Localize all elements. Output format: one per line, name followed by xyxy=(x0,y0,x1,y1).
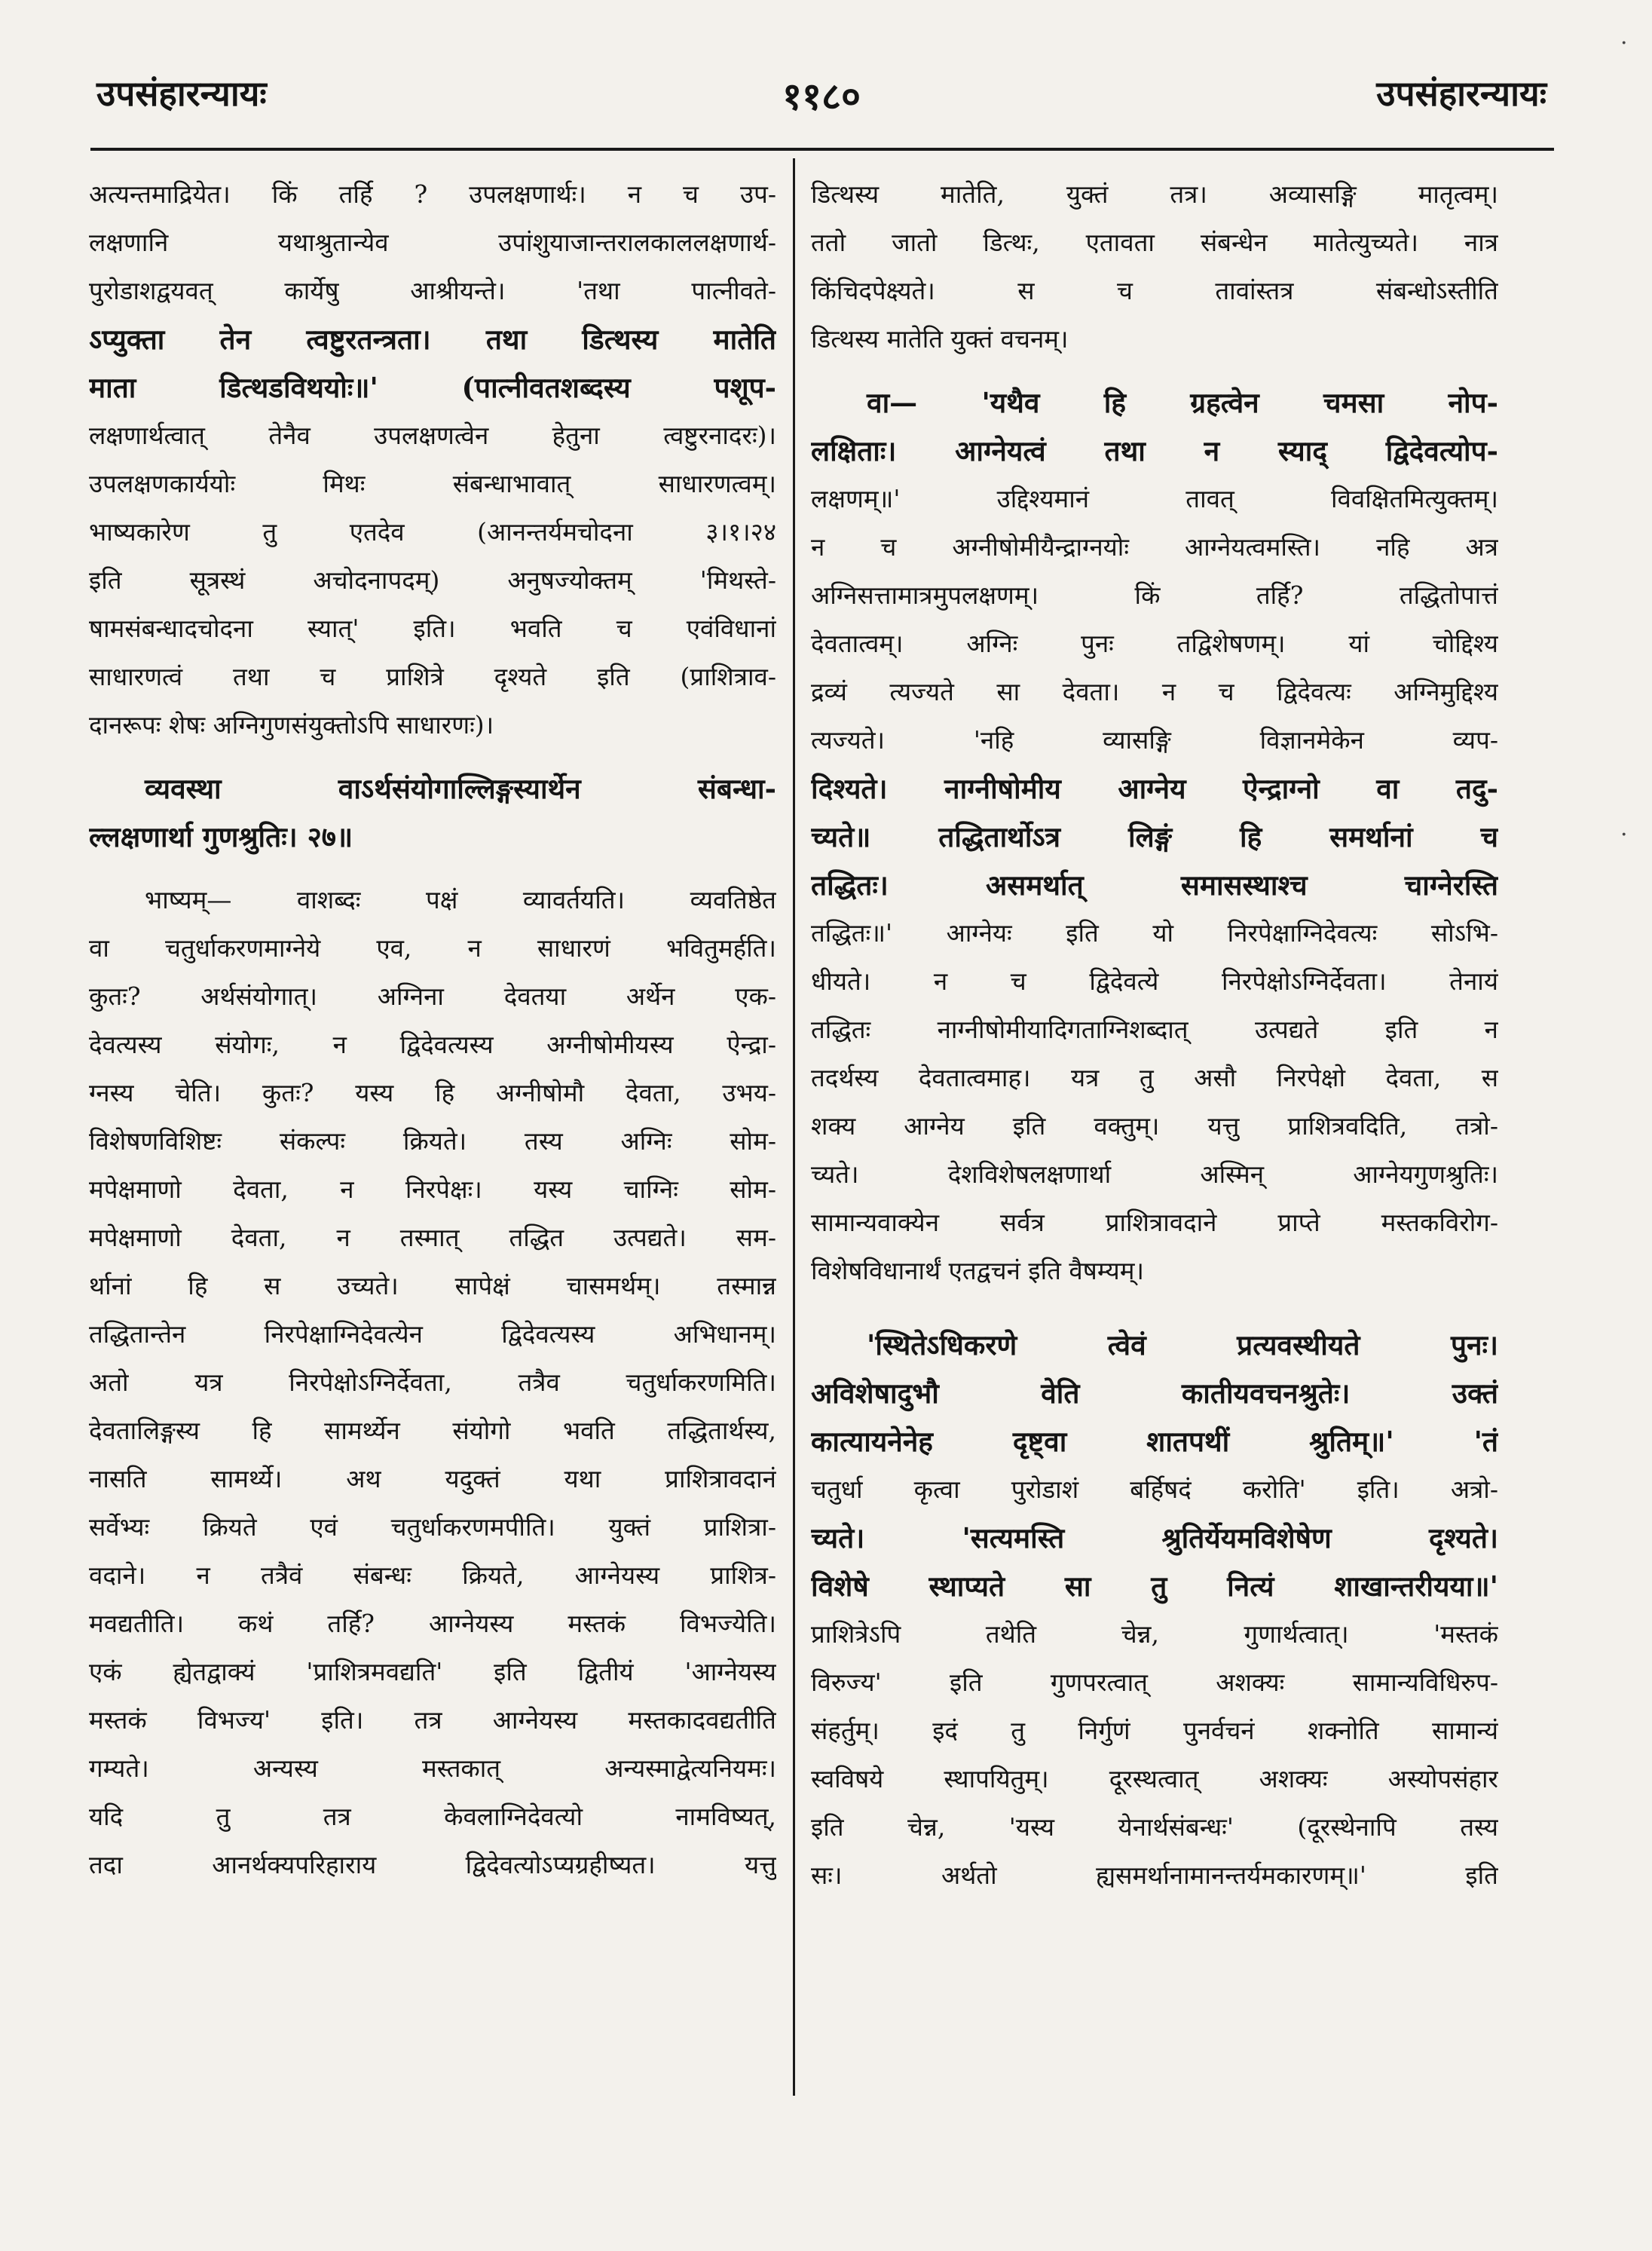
text-line: इति सूत्रस्थं अचोदनापदम्) अनुषज्योक्तम् 'मिथस्ते- xyxy=(89,565,776,595)
text-line: तदा आनर्थक्यपरिहाराय द्विदेवत्योऽप्यग्रहीष्यत। यत्तु xyxy=(89,1850,776,1879)
text-line: शक्य आग्नेय इति वक्तुम्। यत्तु प्राशित्रवदिति, तत्रो- xyxy=(811,1111,1498,1141)
text-line: सः। अर्थतो ह्यसमर्थानामानन्तर्यमकारणम्॥' इति xyxy=(811,1861,1498,1890)
text-line: साधारणत्वं तथा च प्राशित्रे दृश्यते इति (प्राशित्राव- xyxy=(89,662,776,691)
left-column xyxy=(89,170,776,1889)
edge-speck: · xyxy=(1620,30,1628,57)
text-line: यदि तु तत्र केवलाग्निदेवत्यो नामविष्यत्, xyxy=(89,1802,776,1831)
text-line: वदाने। न तत्रैवं संबन्धः क्रियते, आग्नेयस्य प्राशित्र- xyxy=(89,1560,776,1590)
text-line: च्यते। देशविशेषलक्षणार्था अस्मिन् आग्नेयगुणश्रुतिः। xyxy=(811,1159,1498,1189)
text-line: उपलक्षणकार्ययोः मिथः संबन्धाभावात् साधारणत्वम्। xyxy=(89,469,776,498)
text-line: मपेक्षमाणो देवता, न निरपेक्षः। यस्य चाग्निः सोम- xyxy=(89,1175,776,1204)
text-line: नासति सामर्थ्ये। अथ यदुक्तं यथा प्राशित्रावदानं xyxy=(89,1464,776,1493)
verse-line: दिश्यते। नाग्नीषोमीय आग्नेय ऐन्द्राग्नो वा तदु- xyxy=(811,772,1498,805)
verse-line: अविशेषादुभौ वेति कातीयवचनश्रुतेः। उक्तं xyxy=(811,1377,1498,1410)
text-line: र्थानां हि स उच्यते। सापेक्षं चासमर्थम्। तस्मान्न xyxy=(89,1271,776,1300)
text-line: लक्षणानि यथाश्रुतान्येव उपांशुयाजान्तरालकाललक्षणार्थ- xyxy=(89,228,776,257)
paragraph-gap xyxy=(89,861,776,876)
running-head-left: उपसंहारन्यायः xyxy=(96,73,267,114)
text-line: स्वविषये स्थापयितुम्। दूरस्थत्वात् अशक्यः अस्योपसंहार xyxy=(811,1764,1498,1793)
text-line: विरुज्य' इति गुणपरत्वात् अशक्यः सामान्यविधिरुप- xyxy=(811,1668,1498,1697)
edge-speck: · xyxy=(1620,822,1628,848)
text-line: देवत्यस्य संयोगः, न द्विदेवत्यस्य अग्नीषोमीयस्य ऐन्द्रा- xyxy=(89,1030,776,1059)
text-line: देवतालिङ्गस्य हि सामर्थ्येन संयोगो भवति तद्धितार्थस्य, xyxy=(89,1416,776,1445)
text-line: त्यज्यते। 'नहि व्यासङ्गि विज्ञानमेकेन व्यप- xyxy=(811,725,1498,755)
text-line: सर्वेभ्यः क्रियते एवं चतुर्धाकरणमपीति। युक्तं प्राशित्रा- xyxy=(89,1512,776,1542)
text-line: तदर्थस्य देवतात्वमाह। यत्र तु असौ निरपेक्षो देवता, स xyxy=(811,1063,1498,1092)
text-line: भाष्यकारेण तु एतदेव (आनन्तर्यमचोदना ३।१।२४ xyxy=(89,517,776,547)
text-line: मवद्यतीति। कथं तर्हि? आग्नेयस्य मस्तकं विभज्येति। xyxy=(89,1609,776,1638)
text-line: तद्धितान्तेन निरपेक्षाग्निदेवत्येन द्विदेवत्यस्य अभिधानम्। xyxy=(89,1319,776,1349)
text-line: देवतात्वम्। अग्निः पुनः तद्विशेषणम्। यां चोद्दिश्य xyxy=(811,629,1498,658)
verse-line: लक्षिताः। आग्नेयत्वं तथा न स्याद् द्विदेवत्योप- xyxy=(811,434,1498,467)
text-line: एकं ह्येतद्वाक्यं 'प्राशित्रमवद्यति' इति द्वितीयं 'आग्नेयस्य xyxy=(89,1657,776,1686)
verse-line: च्यते॥ तद्धितार्थोऽत्र लिङ्गं हि समर्थानां च xyxy=(811,820,1498,853)
text-line: द्रव्यं त्यज्यते सा देवता। न च द्विदेवत्यः अग्निमुद्दिश्य xyxy=(811,677,1498,706)
text-line: अतो यत्र निरपेक्षोऽग्निर्देवता, तत्रैव चतुर्धाकरणमिति। xyxy=(89,1367,776,1397)
text-line: लक्षणार्थत्वात् तेनैव उपलक्षणत्वेन हेतुना त्वष्टुरनादरः)। xyxy=(89,421,776,450)
header-rule xyxy=(90,148,1554,151)
verse-line: ऽप्युक्ता तेन त्वष्टुरतन्त्रता। तथा डित्थस्य मातेति xyxy=(89,323,776,356)
text-line: धीयते। न च द्विदेवत्ये निरपेक्षोऽग्निर्देवता। तेनायं xyxy=(811,966,1498,996)
text-line: भाष्यम्— वाशब्दः पक्षं व्यावर्तयति। व्यवतिष्ठेत xyxy=(145,885,776,914)
verse-line: 'स्थितेऽधिकरणे त्वेवं प्रत्यवस्थीयते पुनः। xyxy=(867,1328,1498,1361)
verse-line: माता डित्थडविथयोः॥' (पात्नीवतशब्दस्य पशूप- xyxy=(89,371,776,404)
verse-line: तद्धितः। असमर्थात् समासस्थाश्च चाग्नेरस्ति xyxy=(811,868,1498,902)
text-line: डित्थस्य मातेति युक्तं वचनम्। xyxy=(811,324,1069,354)
text-line: कुतः? अर्थसंयोगात्। अग्निना देवतया अर्थेन एक- xyxy=(89,982,776,1011)
text-line: किंचिदपेक्ष्यते। स च तावांस्तत्र संबन्धोऽस्तीति xyxy=(811,276,1498,305)
running-head-right: उपसंहारन्यायः xyxy=(1376,73,1546,114)
text-line: तद्धितः नाग्नीषोमीयादिगताग्निशब्दात् उत्पद्यते इति न xyxy=(811,1015,1498,1044)
text-line: गम्यते। अन्यस्य मस्तकात् अन्यस्माद्वेत्यनियमः। xyxy=(89,1753,776,1783)
paragraph-gap xyxy=(811,1295,1498,1321)
page-number: ११८० xyxy=(782,74,861,118)
text-line: इति चेन्न, 'यस्य येनार्थसंबन्धः' (दूरस्थेनापि तस्य xyxy=(811,1812,1498,1842)
right-column xyxy=(811,170,1498,1900)
text-line: डित्थस्य मातेति, युक्तं तत्र। अव्यासङ्गि मातृत्वम्। xyxy=(811,179,1498,209)
text-line: विशेषणविशिष्टः संकल्पः क्रियते। तस्य अग्निः सोम- xyxy=(89,1126,776,1156)
text-line: ततो जातो डित्थः, एतावता संबन्धेन मातेत्युच्यते। नात्र xyxy=(811,228,1498,257)
text-line: अग्निसत्तामात्रमुपलक्षणम्। किं तर्हि? तद्धितोपात्तं xyxy=(811,580,1498,610)
verse-line: ल्लक्षणार्था गुणश्रुतिः। २७॥ xyxy=(89,820,353,853)
text-line: अत्यन्तमाद्रियेत। किं तर्हि ? उपलक्षणार्थः। न च उप- xyxy=(89,179,776,209)
verse-line: विशेषे स्थाप्यते सा तु नित्यं शाखान्तरीयया॥' xyxy=(811,1570,1498,1603)
text-line: प्राशित्रेऽपि तथेति चेन्न, गुणार्थत्वात्। 'मस्तकं xyxy=(811,1619,1498,1649)
text-line: विशेषविधानार्थं एतद्वचनं इति वैषम्यम्। xyxy=(811,1256,1144,1285)
paragraph-gap xyxy=(811,363,1498,378)
text-line: ग्नस्य चेति। कुतः? यस्य हि अग्नीषोमौ देवता, उभय- xyxy=(89,1078,776,1107)
column-divider xyxy=(793,158,795,2096)
text-line: संहर्तुम्। इदं तु निर्गुणं पुनर्वचनं शक्नोति सामान्यं xyxy=(811,1716,1498,1745)
text-line: षामसंबन्धादचोदना स्यात्' इति। भवति च एवंविधानां xyxy=(89,614,776,643)
text-line: पुरोडाशद्वयवत् कार्येषु आश्रीयन्ते। 'तथा पात्नीवते- xyxy=(89,276,776,305)
text-line: लक्षणम्॥' उद्दिश्यमानं तावत् विवक्षितमित्युक्तम्। xyxy=(811,484,1498,513)
verse-line: व्यवस्था वाऽर्थसंयोगाल्लिङ्गस्यार्थेन संबन्धा- xyxy=(145,772,776,805)
text-line: चतुर्धा कृत्वा पुरोडाशं बर्हिषदं करोति' इति। अत्रो- xyxy=(811,1475,1498,1504)
page-header xyxy=(96,69,1546,122)
text-line: मस्तकं विभज्य' इति। तत्र आग्नेयस्य मस्तकादवद्यतीति xyxy=(89,1705,776,1735)
text-line: सामान्यवाक्येन सर्वत्र प्राशित्रावदाने प्राप्ते मस्तकविरोग- xyxy=(811,1208,1498,1237)
verse-line: वा— 'यथैव हि ग्रहत्वेन चमसा नोप- xyxy=(867,386,1498,419)
verse-line: च्यते। 'सत्यमस्ति श्रुतिर्येयमविशेषेण दृश्यते। xyxy=(811,1521,1498,1554)
text-line: वा चतुर्धाकरणमाग्नेये एव, न साधारणं भवितुमर्हति। xyxy=(89,933,776,963)
verse-line: कात्यायनेनेह दृष्ट्वा शातपथीं श्रुतिम्॥' 'तं xyxy=(811,1425,1498,1458)
text-line: तद्धितः॥' आग्नेयः इति यो निरपेक्षाग्निदेवत्यः सोऽभि- xyxy=(811,918,1498,948)
text-line: मपेक्षमाणो देवता, न तस्मात् तद्धित उत्पद्यते। सम- xyxy=(89,1223,776,1252)
paragraph-gap xyxy=(89,749,776,764)
text-line: न च अग्नीषोमीयैन्द्राग्नयोः आग्नेयत्वमस्ति। नहि अत्र xyxy=(811,532,1498,562)
text-line: दानरूपः शेषः अग्निगुणसंयुक्तोऽपि साधारणः)। xyxy=(89,710,494,740)
